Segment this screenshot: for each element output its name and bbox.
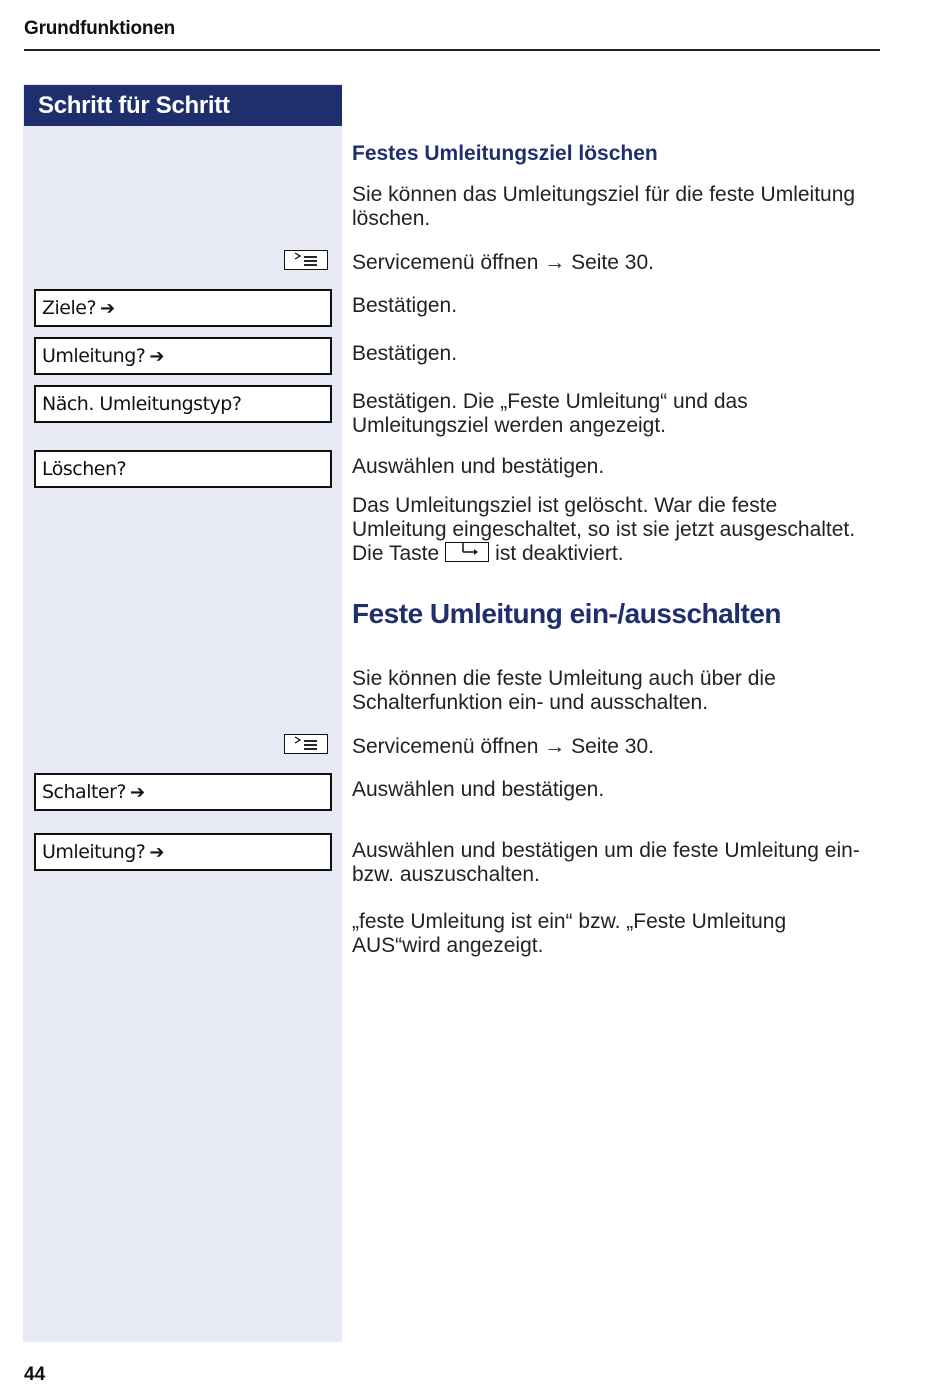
step-confirm: Bestätigen. (352, 294, 458, 317)
page-number: 44 (24, 1364, 46, 1385)
section-intro: Sie können die feste Umleitung auch über die Schalterfunktion ein- und ausschalten. (352, 667, 776, 714)
result-note: Das Umleitungsziel ist gelöscht. War die feste Umleitung eingeschaltet, so ist sie jetzt ausgeschaltet. Die Taste ist deaktiviert. (352, 494, 856, 565)
step-column (23, 84, 342, 1342)
arrow-right-icon: → (544, 735, 566, 758)
service-menu-key-icon[interactable] (284, 734, 328, 754)
section-subheading: Festes Umleitungsziel löschen (352, 142, 658, 165)
step-by-step-banner: Schritt für Schritt (24, 85, 342, 126)
header-rule (24, 49, 880, 51)
menu-option-umleitung[interactable]: Umleitung? ➔ (34, 833, 332, 871)
menu-option-ziele[interactable]: Ziele? ➔ (34, 289, 332, 327)
menu-option-naech-umleitungstyp[interactable]: Näch. Umleitungstyp? (34, 385, 332, 423)
arrow-right-icon: → (544, 251, 566, 274)
arrow-right-icon: ➔ (100, 298, 115, 319)
step-toggle: Auswählen und bestätigen um die feste Umleitung ein- bzw. auszuschalten. (352, 839, 860, 886)
section-heading: Feste Umleitung ein-/ausschalten (352, 598, 781, 629)
forwarding-key-icon (445, 542, 489, 562)
section-intro: Sie können das Umleitungsziel für die feste Umleitung löschen. (352, 183, 856, 230)
service-menu-key-icon[interactable] (284, 250, 328, 270)
step-open-service-menu: Servicemenü öffnen → Seite 30. (352, 251, 654, 274)
step-confirm: Bestätigen. (352, 342, 458, 365)
result-note: „feste Umleitung ist ein“ bzw. „Feste Umleitung AUS“wird angezeigt. (352, 910, 787, 957)
step-confirm-display: Bestätigen. Die „Feste Umleitung“ und das Umleitungsziel werden angezeigt. (352, 390, 748, 437)
arrow-right-icon: ➔ (149, 346, 164, 367)
menu-option-schalter[interactable]: Schalter? ➔ (34, 773, 332, 811)
step-select-confirm: Auswählen und bestätigen. (352, 778, 605, 801)
menu-option-loeschen[interactable]: Löschen? (34, 450, 332, 488)
step-select-confirm: Auswählen und bestätigen. (352, 455, 605, 478)
arrow-right-icon: ➔ (130, 782, 145, 803)
menu-option-umleitung[interactable]: Umleitung? ➔ (34, 337, 332, 375)
step-open-service-menu: Servicemenü öffnen → Seite 30. (352, 735, 654, 758)
running-header: Grundfunktionen (24, 18, 176, 39)
arrow-right-icon: ➔ (149, 842, 164, 863)
